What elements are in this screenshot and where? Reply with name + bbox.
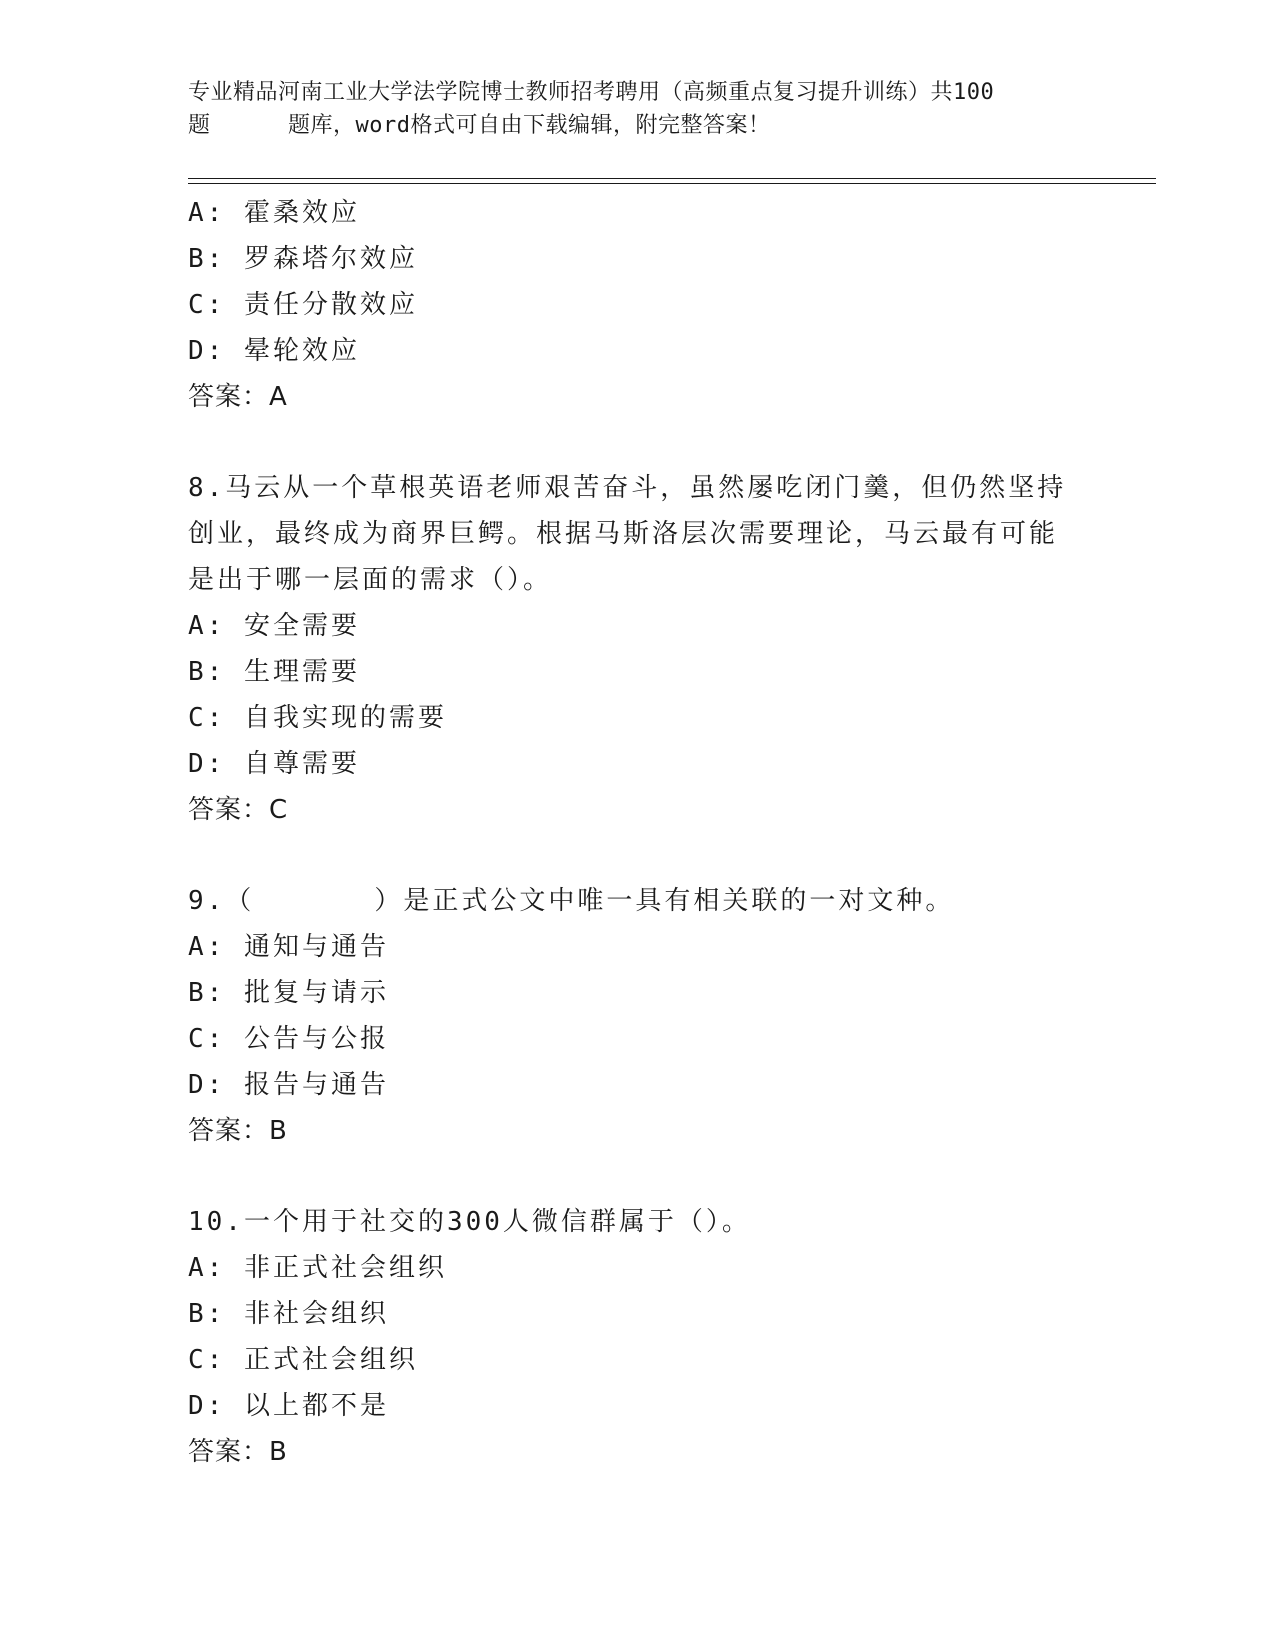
option-b: B: 罗森塔尔效应 (188, 244, 418, 274)
option-a: A: 通知与通告 (188, 932, 389, 962)
option-b: B: 批复与请示 (188, 978, 389, 1008)
option-c: C: 公告与公报 (188, 1024, 389, 1054)
question-text-line: 创业，最终成为商界巨鳄。根据马斯洛层次需要理论，马云最有可能 (188, 519, 1059, 549)
option-b: B: 非社会组织 (188, 1299, 389, 1329)
answer-line: 答案：C (188, 795, 289, 825)
option-b: B: 生理需要 (188, 657, 360, 687)
option-a: A: 非正式社会组织 (188, 1253, 447, 1283)
header-divider-bottom (188, 183, 1156, 184)
option-c: C: 责任分散效应 (188, 290, 418, 320)
document-body (188, 190, 1088, 1475)
question-prefix: 9.（ (188, 886, 255, 916)
option-d: D: 自尊需要 (188, 749, 360, 779)
header-line-2 (188, 109, 1088, 142)
question-suffix: ）是正式公文中唯一具有相关联的一对文种。 (374, 886, 955, 916)
question-10 (188, 1199, 1088, 1475)
header-line-1: 专业精品河南工业大学法学院博士教师招考聘用（高频重点复习提升训练）共100 (188, 80, 995, 105)
option-c: C: 正式社会组织 (188, 1345, 418, 1375)
option-d: D: 报告与通告 (188, 1070, 389, 1100)
option-c: C: 自我实现的需要 (188, 703, 447, 733)
option-a: A: 霍桑效应 (188, 198, 360, 228)
header-line-2-lead: 题 (188, 113, 211, 138)
page-header (188, 76, 1088, 142)
header-line-2-text: 题库，word格式可自由下载编辑，附完整答案！ (288, 113, 771, 138)
question-text-line (188, 878, 1088, 924)
header-divider-top (188, 178, 1156, 179)
option-d: D: 晕轮效应 (188, 336, 360, 366)
question-text-line: 10.一个用于社交的300人微信群属于（）。 (188, 1207, 751, 1237)
question-text-line: 8.马云从一个草根英语老师艰苦奋斗，虽然屡吃闭门羹，但仍然坚持 (188, 473, 1067, 503)
question-9 (188, 878, 1088, 1154)
option-d: D: 以上都不是 (188, 1391, 389, 1421)
answer-line: 答案：B (188, 1437, 288, 1467)
question-text-line: 是出于哪一层面的需求（）。 (188, 565, 553, 595)
option-a: A: 安全需要 (188, 611, 360, 641)
question-7 (188, 190, 1088, 420)
answer-line: 答案：B (188, 1116, 288, 1146)
answer-line: 答案：A (188, 382, 288, 412)
question-8 (188, 465, 1088, 833)
